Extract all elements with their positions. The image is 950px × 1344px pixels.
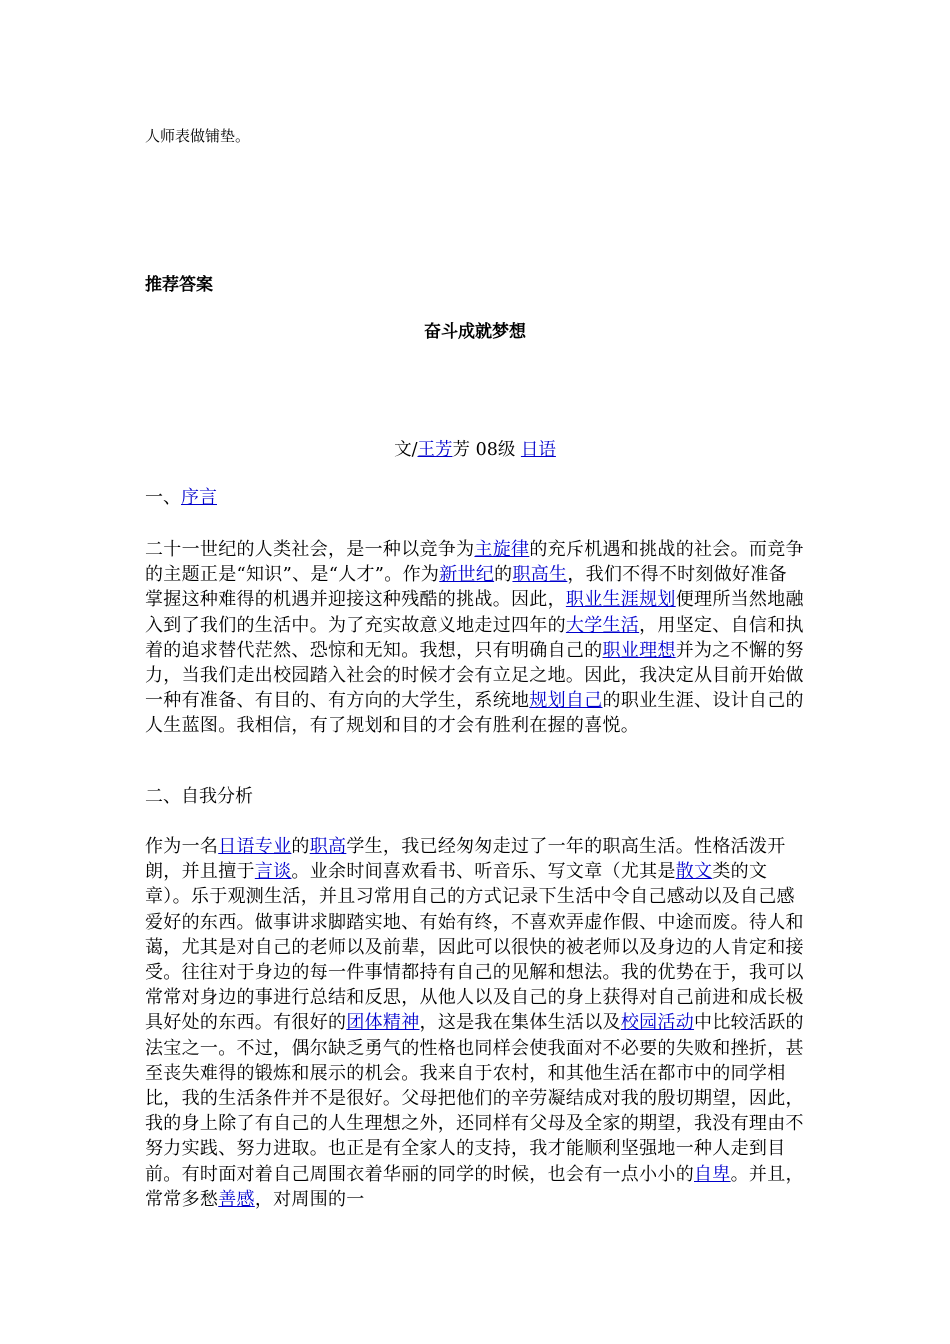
paragraph-text: 中比较活跃的法宝之一。不过，偶尔缺乏勇气的性格也同样会使我面对不必要的失败和挫折，甚至丧失难得的锻炼和展示的机会。我来自于农村，和其他生活在都市中的同学相比，我的生活条件并不是很好。父母把他们的辛劳凝结成对我的殷切期望，因此，我的身上除了有自己的人生理想之外，还同样有父母及全家的期望，我没有理由不努力实践、努力进取。也正是有全家人的支持，我才能顺利坚强地一种人走到目前。有时面对着自己周围衣着华丽的同学的时候，也会有一点小小的: [145, 1012, 804, 1185]
paragraph-text: 的: [291, 836, 310, 857]
paragraph-text: ，这是我在集体生活以及: [419, 1012, 621, 1034]
paragraph-text: ，用坚定、自信和执着的追求替代茫然、恐惊和无知。我想，只有明确自己的: [145, 614, 804, 661]
inline-link[interactable]: 言谈: [254, 861, 292, 883]
preface-link[interactable]: 序言: [181, 487, 217, 508]
paragraph-text: 并为之不懈的努力，当我们走出校园踏入社会的时候才会有立足之地。因此，我决定从目前开始做一种有准备、有目的、有方向的大学生，系统地: [145, 639, 804, 712]
paragraph-text: ，对周围的一: [254, 1188, 365, 1210]
byline-prefix: 文/: [394, 440, 418, 460]
section2-heading: 二、自我分析: [145, 786, 253, 807]
inline-link[interactable]: 团体精神: [346, 1012, 420, 1034]
paragraph-self-analysis: [145, 834, 805, 1212]
paragraph-text: 。业余时间喜欢看书、听音乐、写文章（尤其是: [291, 861, 676, 883]
top-fragment-text: 人师表做铺垫。: [145, 127, 251, 145]
section1-number: 一、: [145, 487, 181, 508]
inline-link[interactable]: 日语专业: [218, 836, 292, 857]
paragraph-text: 的: [494, 564, 513, 586]
inline-link[interactable]: 职业生涯规划: [565, 589, 676, 611]
author-link[interactable]: 王芳: [417, 440, 453, 460]
byline: [0, 438, 950, 462]
essay-title: 奋斗成就梦想: [424, 322, 526, 342]
paragraph-text: 的充斥机遇和挑战的社会。而竞争的主题正是“知识”、是“人才”。作为: [145, 539, 804, 586]
inline-link[interactable]: 职高生: [512, 564, 568, 586]
inline-link[interactable]: 新世纪: [439, 564, 495, 586]
inline-link[interactable]: 校园活动: [620, 1012, 695, 1034]
inline-link[interactable]: 善感: [218, 1188, 255, 1210]
answer-header: 推荐答案: [145, 275, 213, 295]
inline-link[interactable]: 大学生活: [565, 614, 640, 636]
paragraph-text: 学生，我已经匆匆走过了一年的职高生活。性格活泼开朗，并且擅于: [145, 836, 786, 883]
inline-link[interactable]: 职业理想: [602, 639, 676, 661]
paragraph-text: 便理所当然地融入到了我们的生活中。为了充实故意义地走过四年的: [145, 589, 804, 636]
inline-link[interactable]: 散文: [675, 861, 713, 883]
byline-rest: 芳 08级: [452, 440, 521, 460]
paragraph-text: 二十一世纪的人类社会，是一种以竞争为: [145, 539, 475, 560]
inline-link[interactable]: 自卑: [694, 1163, 731, 1185]
inline-link[interactable]: 规划自己: [529, 690, 603, 712]
inline-link[interactable]: 职高: [309, 836, 347, 857]
paragraph-intro: [145, 537, 805, 739]
paragraph-text: 的职业生涯、设计自己的人生蓝图。我相信，有了规划和目的才会有胜利在握的喜悦。: [145, 690, 804, 737]
inline-link[interactable]: 主旋律: [474, 539, 530, 560]
paragraph-text: 类的文章）。乐于观测生活，并且习常用自己的方式记录下生活中令自己感动以及自己感爱好的东西。做事讲求脚踏实地、有始有终，不喜欢弄虚作假、中途而废。待人和蔼，尤其是对自己的老师以及前辈，因此可以很快的被老师以及身边的人肯定和接受。往往对于身边的每一件事情都持有自己的见解和想法。我的优势在于，我可以常常对身边的事进行总结和反思，从他人以及自己的身上获得对自己前进和成长极具好处的东西。有很好的: [145, 861, 804, 1034]
paragraph-text: 。并且，常常多愁: [145, 1163, 804, 1210]
paragraph-text: ，我们不得不时刻做好准备掌握这种难得的机遇并迎接这种残酷的挑战。因此，: [145, 564, 787, 611]
section1-heading: [145, 486, 217, 510]
paragraph-text: 作为一名: [145, 836, 219, 857]
major-link[interactable]: 日语: [520, 440, 556, 460]
